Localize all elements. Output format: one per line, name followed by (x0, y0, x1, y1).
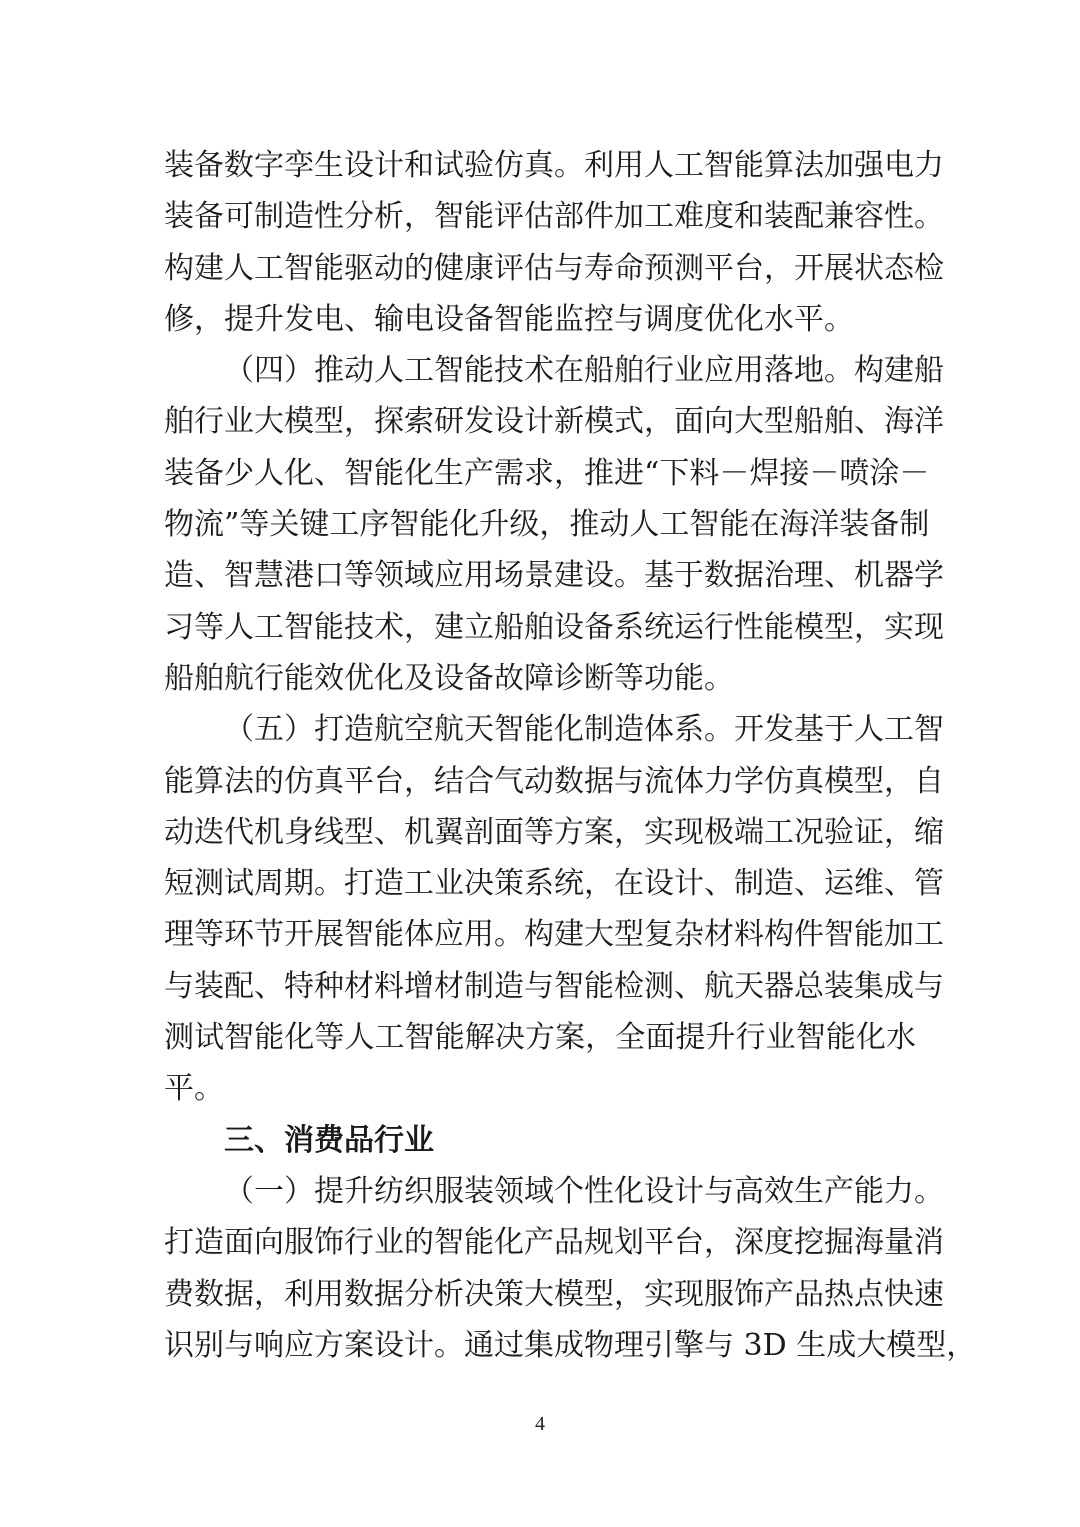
text-line: （四）推动人工智能技术在船舶行业应用落地。构建船 (224, 353, 944, 389)
text-line: 测试智能化等人工智能解决方案，全面提升行业智能化水 (164, 1020, 916, 1056)
text-line: （五）打造航空航天智能化制造体系。开发基于人工智 (224, 712, 944, 748)
text-line: 习等人工智能技术，建立船舶设备系统运行性能模型，实现 (164, 609, 944, 645)
text-line: 动迭代机身线型、机翼剖面等方案，实现极端工况验证，缩 (164, 814, 944, 850)
text-line: 装备数字孪生设计和试验仿真。利用人工智能算法加强电力 (164, 148, 944, 183)
section-heading: 三、消费品行业 (224, 1122, 434, 1158)
text-line: 短测试周期。打造工业决策系统，在设计、制造、运维、管 (164, 866, 944, 902)
document-body (164, 140, 977, 1371)
text-line: 打造面向服饰行业的智能化产品规划平台，深度挖掘海量消 (164, 1225, 944, 1261)
text-line: 造、智慧港口等领域应用场景建设。基于数据治理、机器学 (164, 558, 944, 594)
text-line: 修，提升发电、输电设备智能监控与调度优化水平。 (164, 301, 854, 337)
text-line: 装备少人化、智能化生产需求，推进“下料－焊接－喷涂－ (164, 455, 930, 491)
text-line: 构建人工智能驱动的健康评估与寿命预测平台，开展状态检 (164, 250, 944, 286)
text-line: 物流”等关键工序智能化升级，推动人工智能在海洋装备制 (164, 507, 930, 543)
text-line: 平。 (164, 1071, 224, 1107)
text-line: 识别与响应方案设计。通过集成物理引擎与 3D 生成大模型， (164, 1327, 977, 1363)
text-line: 能算法的仿真平台，结合气动数据与流体力学仿真模型，自 (164, 763, 944, 799)
text-line: 舶行业大模型，探索研发设计新模式，面向大型船舶、海洋 (164, 404, 944, 440)
page-number: 4 (535, 1413, 545, 1435)
text-line: 费数据，利用数据分析决策大模型，实现服饰产品热点快速 (164, 1276, 944, 1312)
text-line: （一）提升纺织服装领域个性化设计与高效生产能力。 (224, 1173, 944, 1209)
text-line: 与装配、特种材料增材制造与智能检测、航天器总装集成与 (164, 968, 944, 1004)
text-line: 装备可制造性分析，智能评估部件加工难度和装配兼容性。 (164, 199, 944, 235)
text-line: 理等环节开展智能体应用。构建大型复杂材料构件智能加工 (164, 917, 944, 953)
text-line: 船舶航行能效优化及设备故障诊断等功能。 (164, 660, 734, 696)
